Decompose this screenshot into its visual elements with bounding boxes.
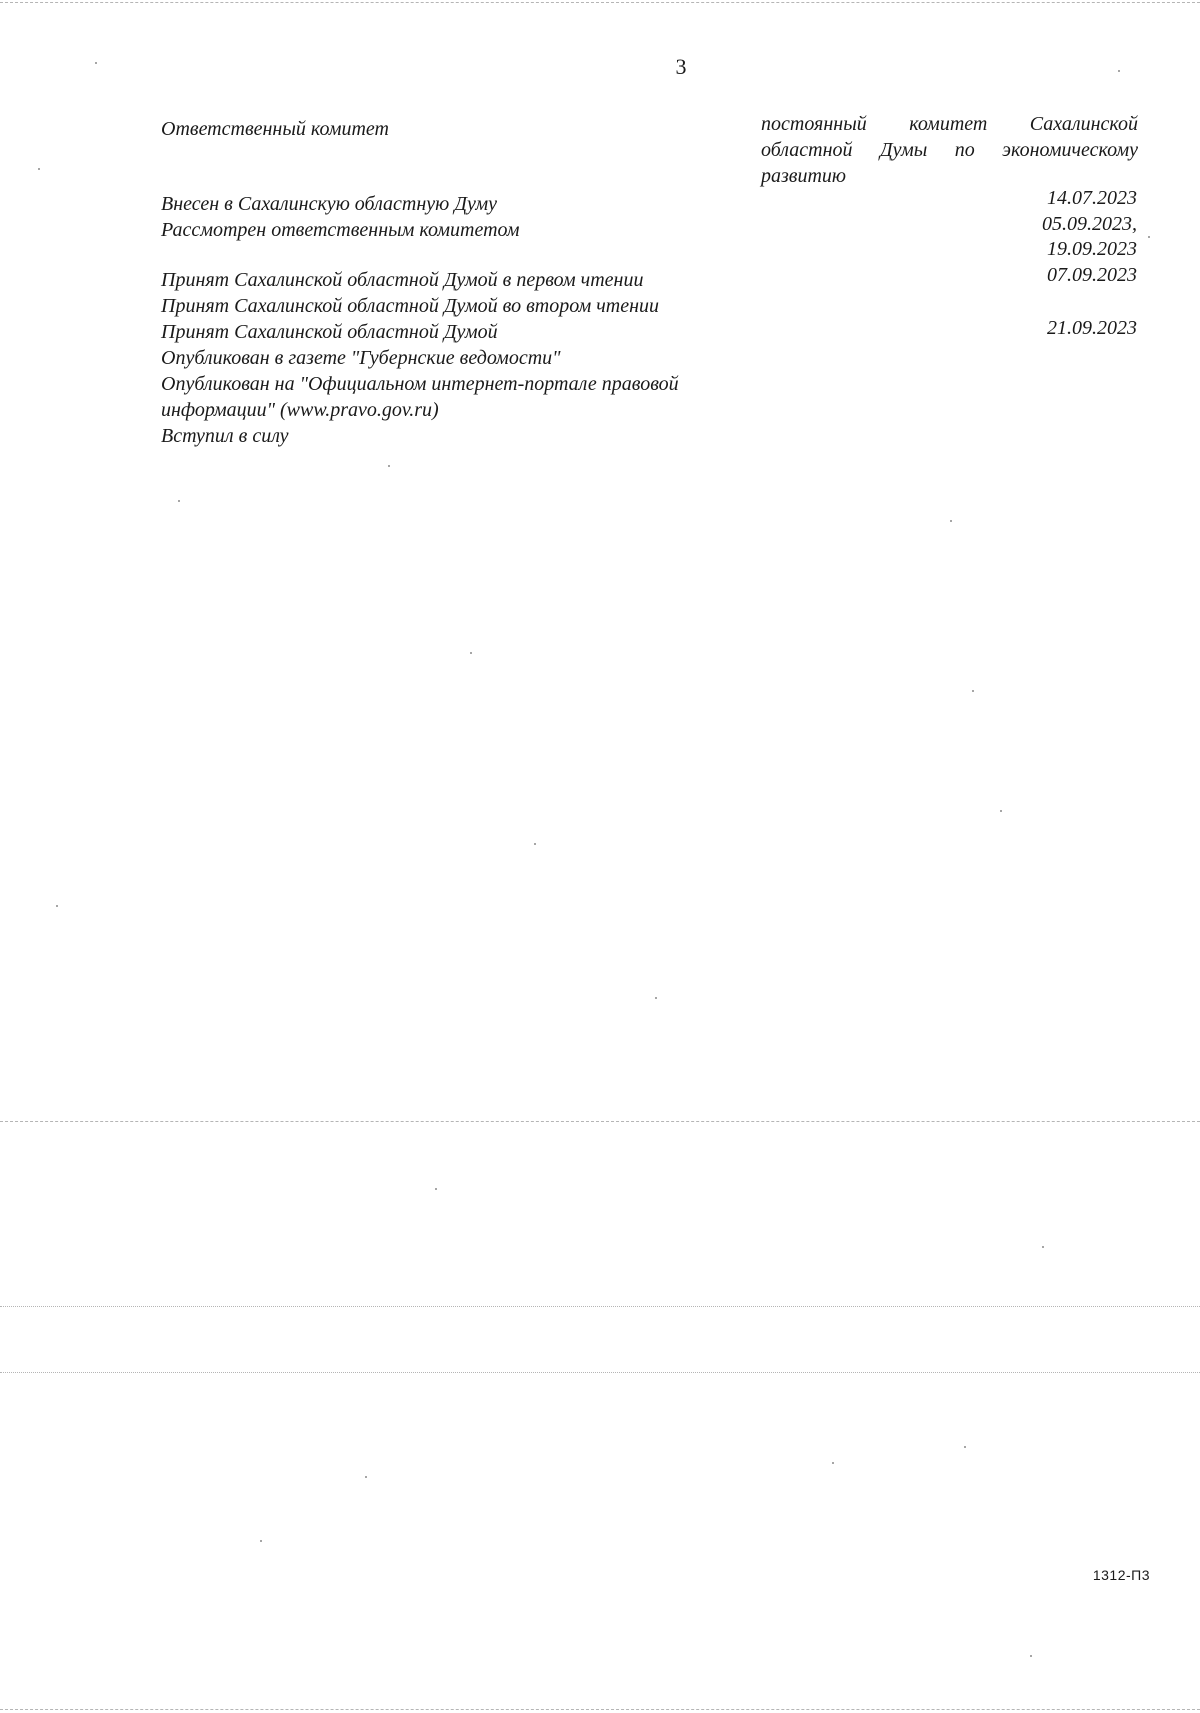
label-published-portal-line1: Опубликован на "Официальном интернет-портале правовой (161, 373, 679, 395)
label-entered-force: Вступил в силу (161, 425, 289, 447)
scan-speck (38, 168, 40, 170)
label-published-newspaper: Опубликован в газете "Губернские ведомости" (161, 347, 561, 369)
scan-speck (1000, 810, 1002, 812)
scan-speck (388, 465, 390, 467)
scan-speck (534, 843, 536, 845)
scan-artifact-line (0, 1121, 1200, 1122)
reviewed-date-2: 19.09.2023 (1047, 238, 1137, 260)
scan-speck (260, 1540, 262, 1542)
scan-speck (950, 520, 952, 522)
label-responsible-committee: Ответственный комитет (161, 118, 389, 140)
scan-artifact-line (0, 1306, 1200, 1307)
scan-speck (972, 690, 974, 692)
label-submitted: Внесен в Сахалинскую областную Думу (161, 193, 498, 215)
scan-speck (1042, 1246, 1044, 1248)
scan-speck (470, 652, 472, 654)
scan-speck (1030, 1655, 1032, 1657)
scan-speck (56, 905, 58, 907)
label-published-portal-line2: информации" (www.pravo.gov.ru) (161, 399, 439, 421)
scan-speck (365, 1476, 367, 1478)
label-reviewed: Рассмотрен ответственным комитетом (161, 219, 520, 241)
adopted-date: 21.09.2023 (1047, 317, 1137, 339)
committee-name: постоянный комитет Сахалинской областной Думы по экономическому развитию (761, 113, 1138, 187)
scan-speck (964, 1446, 966, 1448)
scan-artifact-line (0, 1372, 1200, 1373)
page-number: 3 (675, 54, 687, 79)
label-second-reading: Принят Сахалинской областной Думой во втором чтении (161, 295, 660, 317)
label-adopted: Принят Сахалинской областной Думой (161, 321, 498, 343)
scan-speck (832, 1462, 834, 1464)
label-first-reading: Принят Сахалинской областной Думой в первом чтении (161, 269, 644, 291)
scan-artifact-line (0, 1709, 1200, 1710)
scan-speck (435, 1188, 437, 1190)
first-reading-date: 07.09.2023 (1047, 264, 1137, 286)
scan-artifact-line (0, 2, 1200, 3)
scan-speck (178, 500, 180, 502)
document-code: 1312-П3 (1092, 1567, 1150, 1583)
scan-speck (655, 997, 657, 999)
scan-speck (1148, 236, 1150, 238)
submitted-date: 14.07.2023 (1047, 187, 1137, 209)
reviewed-date-1: 05.09.2023, (1042, 213, 1137, 235)
